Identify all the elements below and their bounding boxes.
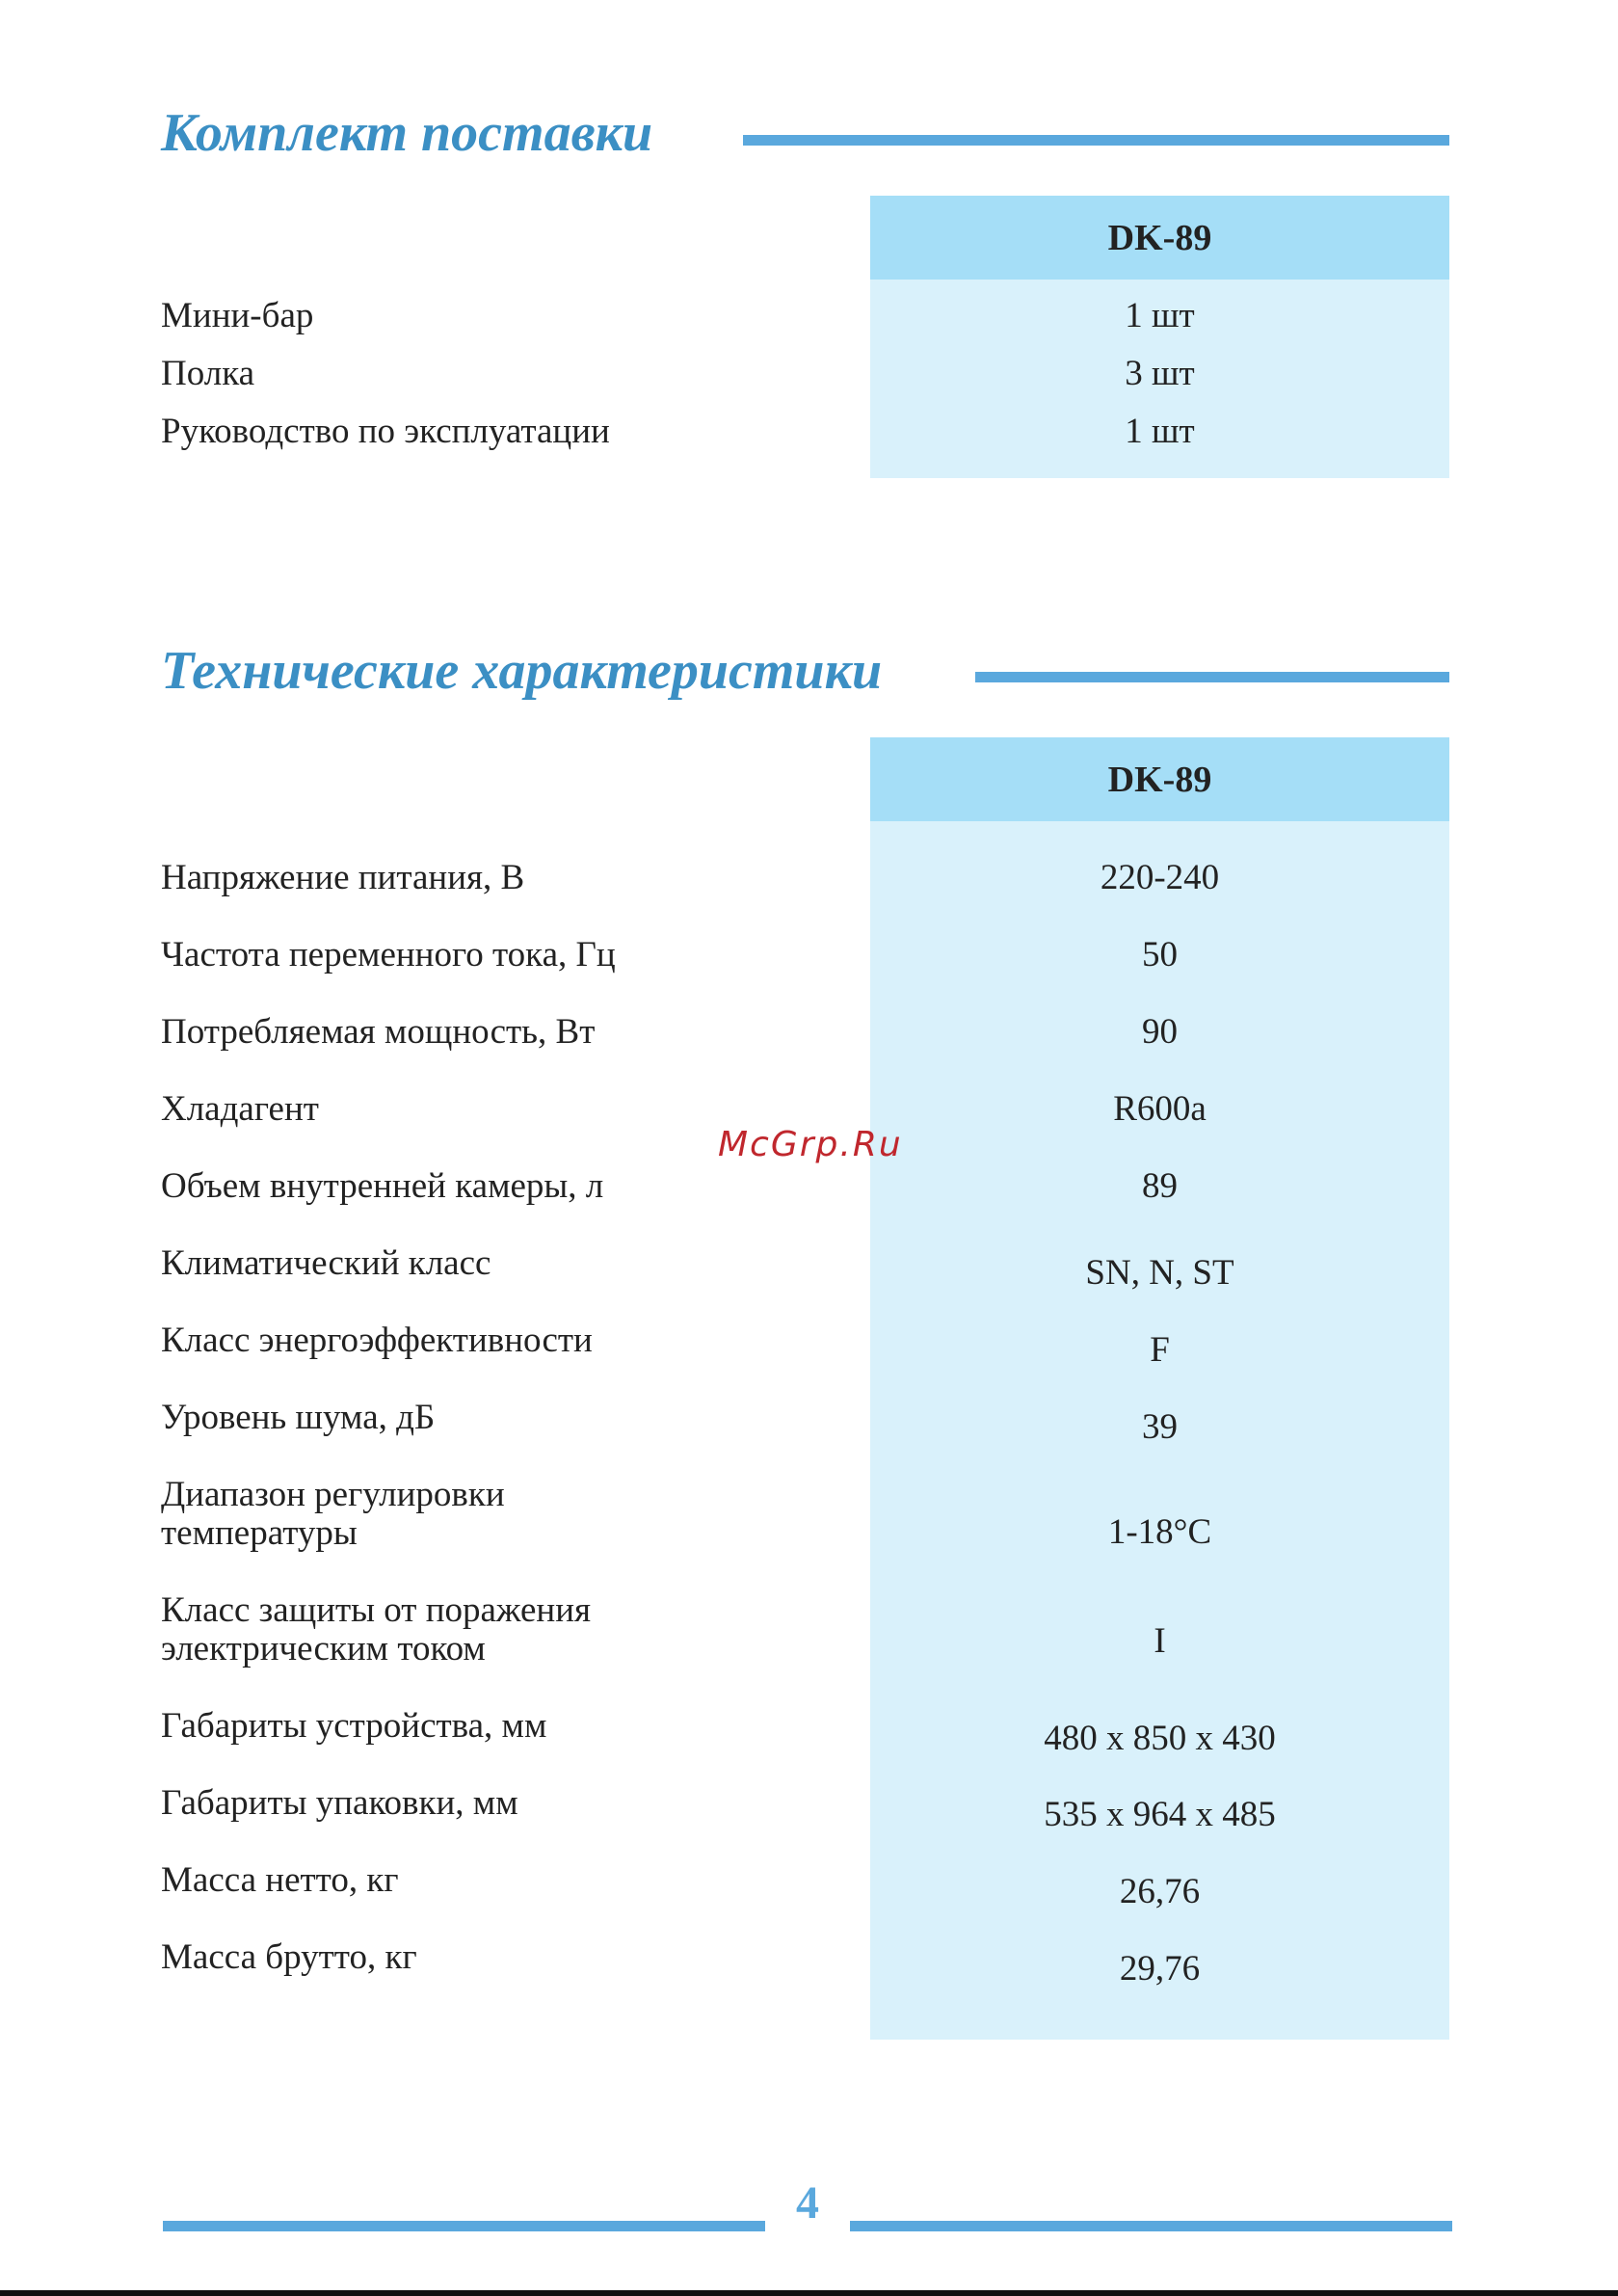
supply-item-label: Руководство по эксплуатации [161,412,610,451]
spec-value: 50 [1142,935,1178,974]
spec-value: I [1154,1621,1166,1661]
spec-label: Масса нетто, кг [161,1860,399,1900]
spec-value: 89 [1142,1166,1178,1206]
supply-title-rule [743,135,1449,146]
spec-label: Потребляемая мощность, Вт [161,1012,596,1052]
spec-value: 480 x 850 x 430 [1044,1719,1276,1758]
specs-section-title: Технические характеристики [161,641,883,701]
spec-label: Диапазон регулировки [161,1475,505,1514]
supply-item-value: 1 шт [1125,412,1195,451]
spec-label: Габариты упаковки, мм [161,1783,518,1823]
spec-value: 535 x 964 x 485 [1044,1795,1276,1834]
specs-title-rule [975,672,1449,682]
spec-label: Частота переменного тока, Гц [161,935,616,974]
supply-item-value: 1 шт [1125,296,1195,335]
spec-value: 220-240 [1100,858,1220,897]
specs-model-header: DK-89 [870,737,1449,821]
spec-value: 29,76 [1119,1949,1201,1989]
supply-item-value: 3 шт [1125,354,1195,393]
spec-value: 26,76 [1119,1872,1201,1911]
spec-label: Класс защиты от поражения [161,1590,592,1630]
spec-label: Климатический класс [161,1243,491,1283]
scan-edge-line [0,2290,1618,2296]
spec-value: 1-18°C [1107,1512,1212,1552]
spec-value: 90 [1142,1012,1178,1052]
spec-value: R600a [1113,1089,1207,1129]
watermark: McGrp.Ru [718,1125,903,1164]
spec-label: Габариты устройства, мм [161,1706,547,1746]
spec-value: F [1150,1330,1170,1370]
spec-label: Масса брутто, кг [161,1937,417,1977]
spec-label: Класс энергоэффективности [161,1321,593,1360]
spec-value: SN, N, ST [1085,1253,1234,1293]
page-number: 4 [796,2177,819,2229]
spec-label-continued: электрическим током [161,1629,486,1669]
spec-label-continued: температуры [161,1513,358,1553]
spec-label: Напряжение питания, В [161,858,525,897]
spec-label: Объем внутренней камеры, л [161,1166,604,1206]
supply-item-label: Мини-бар [161,296,314,335]
footer-rule-right [850,2221,1452,2231]
supply-section-title: Комплект поставки [161,103,653,163]
spec-value: 39 [1142,1407,1178,1447]
spec-label: Хладагент [161,1089,319,1129]
supply-model-header: DK-89 [870,196,1449,280]
spec-label: Уровень шума, дБ [161,1398,436,1437]
supply-item-label: Полка [161,354,255,393]
footer-rule-left [163,2221,765,2231]
